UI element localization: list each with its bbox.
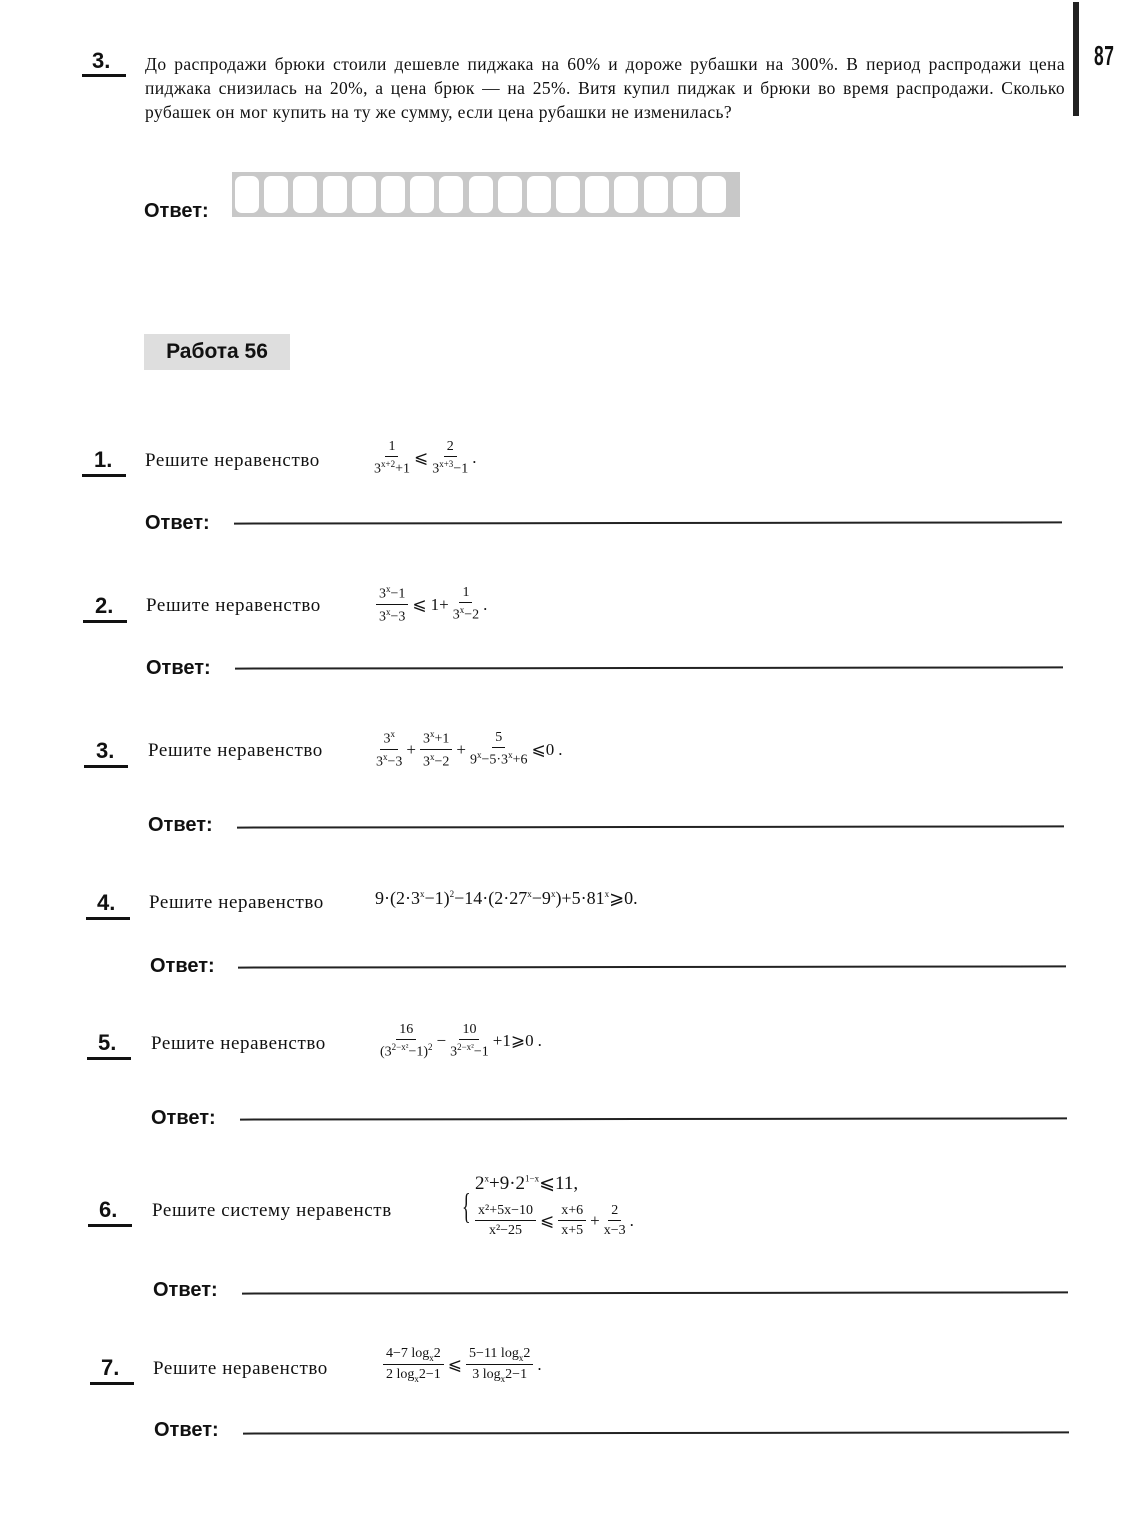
answer-cell[interactable] — [556, 176, 580, 213]
answer-line[interactable] — [238, 965, 1066, 968]
answer-label: Ответ: — [148, 814, 213, 836]
task-number: 4. — [97, 890, 116, 915]
answer-cell[interactable] — [235, 176, 259, 213]
task-number-underline — [87, 1057, 131, 1060]
task-prompt: Решите неравенство — [149, 892, 324, 913]
prev-task-text: До распродажи брюки стоили дешевле пиджака на 60% и дороже рубашки на 300%. В период распродажи цена пиджака снизилась на 20%, а цена брюк — на 25%. Витя купил пиджак и брюки во время распродажи. Сколько рубашек он мог купить на ту же сумму, если цена рубашки не изменилась? — [145, 54, 1065, 122]
answer-cell[interactable] — [585, 176, 609, 213]
task-7-formula: $\frac{4-7 \log_x2}{2 \log_x2-1}$ ⩽ $\frac{5-11 \log_x2}{3 \log_x2-1}$ . — [381, 1346, 544, 1384]
answer-label: Ответ: — [150, 955, 215, 977]
answer-cell[interactable] — [352, 176, 376, 213]
answer-line[interactable] — [243, 1431, 1069, 1434]
answer-line[interactable] — [237, 825, 1064, 828]
answer-grid[interactable] — [232, 172, 740, 217]
task-6-line-1: $2^x+9\cdot 2^{1-x}⩽11$, — [475, 1173, 579, 1194]
page-edge-bar — [1073, 2, 1079, 116]
prev-task-number: 3. — [92, 48, 111, 73]
task-prompt: Решите неравенство — [151, 1033, 326, 1054]
page-number: 87 — [1094, 40, 1115, 71]
answer-label: Ответ: — [151, 1107, 216, 1129]
answer-label: Ответ: — [153, 1279, 218, 1301]
answer-line[interactable] — [242, 1291, 1068, 1294]
task-number-underline — [82, 474, 126, 477]
task-1-formula: $\frac{1}{3^{x+2}+1}$ ⩽ $\frac{2}{3^{x+3}-1}$ . — [374, 439, 477, 477]
answer-line[interactable] — [240, 1117, 1067, 1120]
prev-task-number-underline — [82, 74, 126, 77]
answer-cell[interactable] — [293, 176, 317, 213]
task-prompt: Решите неравенство — [145, 450, 320, 471]
answer-cell[interactable] — [673, 176, 697, 213]
section-title: Работа 56 — [144, 334, 290, 370]
answer-cell[interactable] — [381, 176, 405, 213]
task-number-underline — [88, 1224, 132, 1227]
task-number-underline — [90, 1382, 134, 1385]
system-brace: { — [462, 1186, 471, 1226]
task-6-line-2: $\frac{\text{x²+5x−10}}{\text{x²−25}}$ ⩽ $\frac{x+6}{x+5}$ + $\frac{2}{x-3}$ . — [473, 1203, 636, 1239]
answer-cell[interactable] — [498, 176, 522, 213]
task-5-formula: $\frac{16}{(3^{2-x^2}-1)^2}$ − $\frac{10}{3^{2-x^2}-1}$ +1⩾0 . — [380, 1022, 542, 1060]
answer-cell[interactable] — [323, 176, 347, 213]
answer-label: Ответ: — [154, 1419, 219, 1441]
task-number: 2. — [95, 593, 114, 618]
answer-cell[interactable] — [410, 176, 434, 213]
task-number: 1. — [94, 447, 113, 472]
answer-label: Ответ: — [146, 657, 211, 679]
task-4-formula: $9\cdot(2\cdot 3^x-1)^2-14\cdot(2\cdot 27^x-9^x)+5\cdot 81^x⩾0$. — [375, 888, 638, 908]
task-number: 6. — [99, 1197, 118, 1222]
answer-line[interactable] — [234, 521, 1062, 524]
task-number-underline — [86, 917, 130, 920]
task-prompt: Решите неравенство — [146, 595, 321, 616]
answer-cell[interactable] — [527, 176, 551, 213]
answer-cell[interactable] — [614, 176, 638, 213]
answer-cell[interactable] — [264, 176, 288, 213]
answer-cell[interactable] — [702, 176, 726, 213]
task-3-formula: $\frac{3^x}{3^x-3}$ + $\frac{3^x+1}{3^x-2}$ + $\frac{5}{9^x-5\cdot 3^x+6}$ ⩽0 . — [376, 729, 563, 770]
task-2-formula: $\frac{3^x-1}{3^x-3}$ ⩽ 1+ $\frac{1}{3^x-2}$ . — [374, 584, 489, 625]
task-number: 3. — [96, 738, 115, 763]
answer-cell[interactable] — [439, 176, 463, 213]
task-number-underline — [83, 620, 127, 623]
task-prompt: Решите неравенство — [148, 740, 323, 761]
task-number: 5. — [98, 1030, 117, 1055]
prev-answer-label: Ответ: — [144, 200, 209, 222]
task-number: 7. — [101, 1355, 120, 1380]
task-prompt: Решите неравенство — [153, 1358, 328, 1379]
answer-label: Ответ: — [145, 512, 210, 534]
task-number-underline — [84, 765, 128, 768]
answer-cell[interactable] — [469, 176, 493, 213]
answer-line[interactable] — [235, 666, 1063, 669]
task-prompt: Решите систему неравенств — [152, 1200, 392, 1221]
answer-cell[interactable] — [644, 176, 668, 213]
